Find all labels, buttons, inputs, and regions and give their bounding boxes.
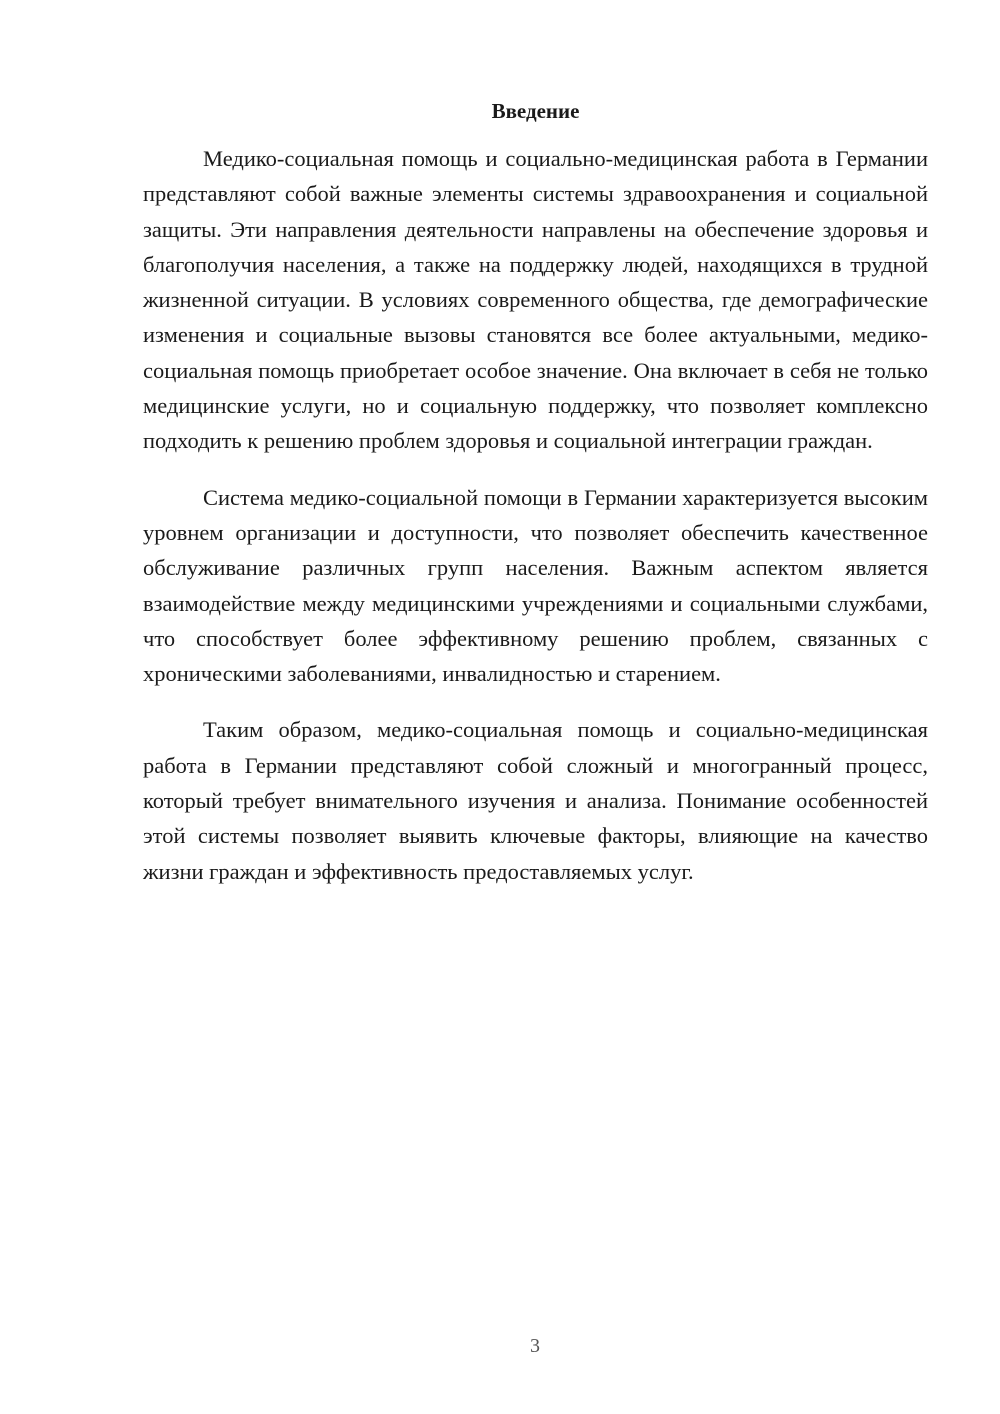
paragraph-2: Система медико-социальной помощи в Германии характеризуется высоким уровнем организации и доступности, что позволяет обеспечить качественное обслуживание различных групп населения. Важным аспектом является взаимодействие между медицинскими учреждениями и социальными службами, что способствует более эффективному решению проблем, связанных с хроническими заболеваниями, инвалидностью и старением. xyxy=(143,484,928,687)
page-number: 3 xyxy=(530,1335,540,1357)
paragraph-3: Таким образом, медико-социальная помощь и социально-медицинская работа в Германии представляют собой сложный и многогранный процесс, который требует внимательного изучения и анализа. Понимание особенностей этой системы позволяет выявить ключевые факторы, влияющие на качество жизни граждан и эффективность предоставляемых услуг. xyxy=(143,717,928,884)
page-title: Введение xyxy=(491,99,580,123)
body-text xyxy=(143,141,928,889)
paragraph-1: Медико-социальная помощь и социально-медицинская работа в Германии представляют собой важные элементы системы здравоохранения и социальной защиты. Эти направления деятельности направлены на обеспечение здоровья и благополучия населения, а также на поддержку людей, находящихся в трудной жизненной ситуации. В условиях современного общества, где демографические изменения и социальные вызовы становятся все более актуальными, медико-социальная помощь приобретает особое значение. Она включает в себя не только медицинские услуги, но и социальную поддержку, что позволяет комплексно подходить к решению проблем здоровья и социальной интеграции граждан. xyxy=(143,146,928,454)
